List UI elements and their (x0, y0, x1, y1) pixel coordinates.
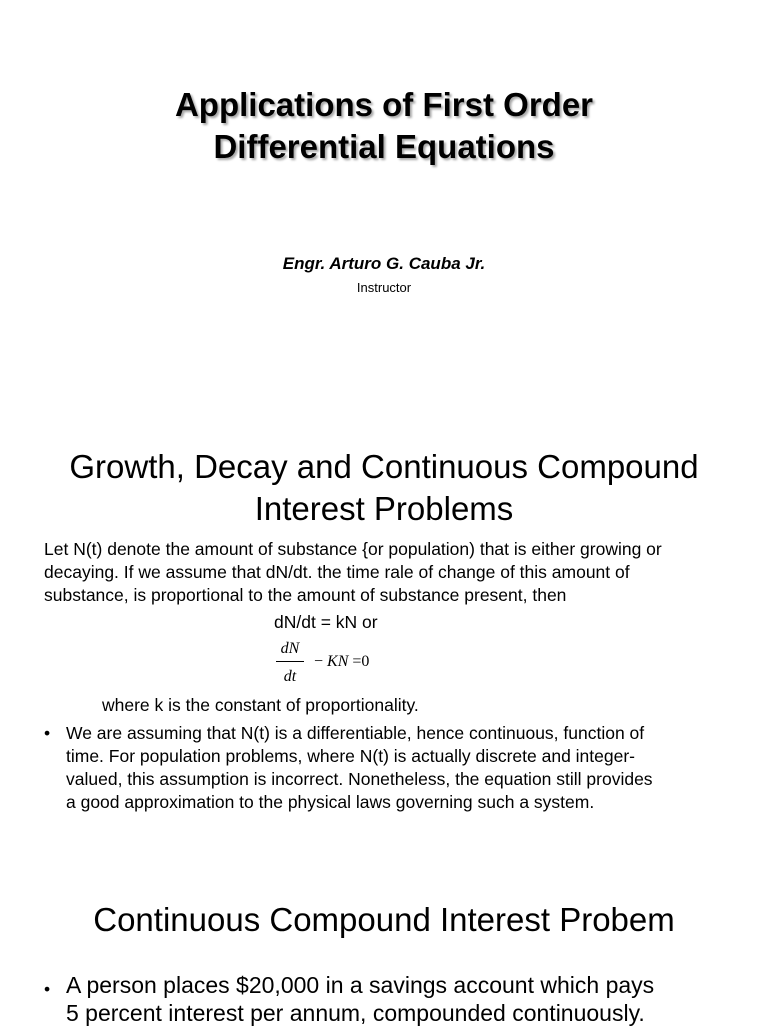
formula-term: KN (327, 653, 349, 670)
formula-zero: 0 (361, 653, 370, 670)
formula-minus: − (314, 653, 324, 670)
bullet-text (66, 971, 654, 1027)
intro-line: substance, is proportional to the amount of substance present, then (44, 585, 567, 605)
bullet-dot-icon: • (44, 723, 51, 743)
formula-rest (314, 653, 369, 671)
intro-line: decaying. If we assume that dN/dt. the time rale of change of this amount of (44, 562, 630, 582)
bullet-line: valued, this assumption is incorrect. Nonetheless, the equation still provides (66, 769, 653, 789)
author-name: Engr. Arturo G. Cauba Jr. (282, 254, 486, 273)
bullet-line: A person places $20,000 in a savings account which pays (66, 972, 655, 998)
bullet-line: a good approximation to the physical laws governing such a system. (66, 792, 595, 812)
slide1-title-line1: Applications of First Order (174, 86, 594, 123)
formula-equals: = (352, 653, 362, 670)
formula-numerator: dN (276, 640, 304, 662)
where-text: where k is the constant of proportionality. (102, 695, 419, 715)
bullet-text (66, 722, 653, 814)
bullet-line: time. For population problems, where N(t) is actually discrete and integer- (66, 746, 635, 766)
bullet-dot-icon: • (44, 979, 51, 999)
author-role: Instructor (356, 280, 412, 295)
slide2-title-line1: Growth, Decay and Continuous Compound (69, 448, 699, 485)
differential-formula (276, 640, 369, 686)
slide2-title-line2: Interest Problems (254, 490, 514, 527)
bullet-line: We are assuming that N(t) is a differentiable, hence continuous, function of (66, 723, 645, 743)
intro-paragraph (44, 538, 756, 607)
slide1-title (0, 84, 768, 168)
intro-line: Let N(t) denote the amount of substance {or population) that is either growing or (44, 539, 662, 559)
formula-fraction (276, 640, 304, 686)
slide3-title: Continuous Compound Interest Probem (93, 901, 675, 938)
equation-text: dN/dt = kN or (274, 612, 378, 632)
bullet-line: 5 percent interest per annum, compounded continuously. (66, 1000, 645, 1026)
slide2-title (0, 446, 768, 530)
slide1-title-line2: Differential Equations (213, 128, 555, 165)
formula-denominator: dt (283, 668, 297, 685)
